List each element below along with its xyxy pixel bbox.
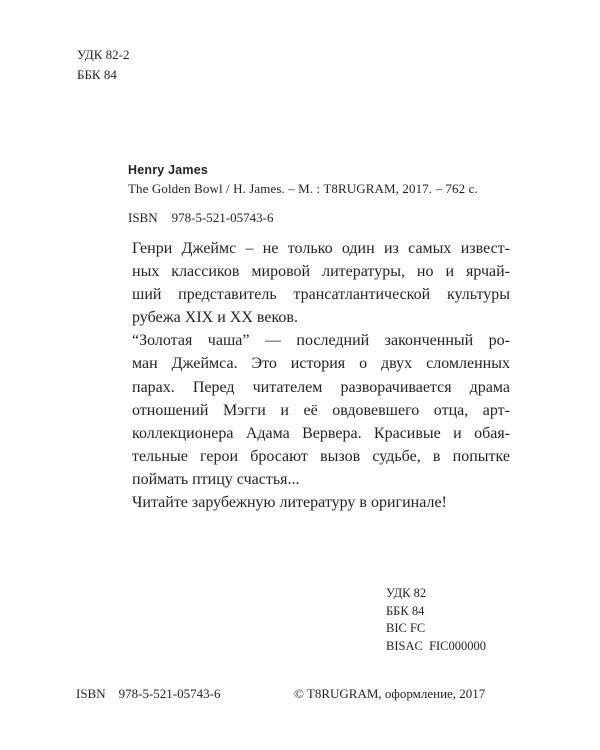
- annotation-line: парах. Перед читателем разворачивается драма: [132, 378, 510, 396]
- copyright-notice: © T8RUGRAM, оформление, 2017: [294, 686, 486, 701]
- annotation-line: рубежа XIX и XX веков.: [132, 309, 298, 327]
- annotation-line: ман Джеймса. Это история о двух сломленных: [132, 355, 510, 373]
- annotation-line: Читайте зарубежную литературу в оригинале!: [132, 494, 447, 512]
- isbn-value: 978-5-521-05743-6: [171, 210, 274, 225]
- udk-code: УДК 82: [386, 586, 427, 600]
- bbk-code: ББК 84: [77, 67, 117, 82]
- annotation-paragraph: [132, 329, 510, 491]
- annotation: [132, 237, 510, 514]
- udk-code: УДК 82-2: [77, 47, 130, 62]
- annotation-line: отношений Мэгги и её овдовевшего отца, арт-: [132, 401, 510, 419]
- footer-isbn: [76, 686, 220, 702]
- annotation-line: коллекционера Адама Вервера. Красивые и обая-: [132, 424, 510, 442]
- annotation-line: тельные герои бросают вызов судьбе, в попытке: [132, 447, 510, 465]
- annotation-paragraph: [132, 491, 510, 514]
- annotation-line: поймать птицу счастья...: [132, 470, 300, 488]
- isbn-label: ISBN: [128, 210, 158, 225]
- classification-bottom: [386, 585, 486, 655]
- annotation-line: Генри Джеймс – не только один из самых извест-: [132, 240, 510, 257]
- annotation-line: ший представитель трансатлантической культуры: [132, 286, 510, 304]
- isbn-value: 978-5-521-05743-6: [118, 686, 221, 701]
- isbn-line: [128, 210, 273, 226]
- bic-code: BIC FC: [386, 621, 426, 635]
- annotation-line: “Золотая чаша” — последний законченный ро-: [132, 332, 510, 350]
- annotation-paragraph: [132, 237, 510, 329]
- bbk-code: ББК 84: [386, 603, 425, 618]
- author-name: Henry James: [128, 163, 209, 177]
- annotation-line: ных классиков мировой литературы, но и ярчай-: [132, 263, 510, 281]
- isbn-label: ISBN: [76, 686, 106, 701]
- bisac-code: BISAC FIC000000: [386, 638, 487, 653]
- bibliographic-description: The Golden Bowl / H. James. – M. : T8RUGRAM, 2017. – 762 с.: [128, 181, 478, 196]
